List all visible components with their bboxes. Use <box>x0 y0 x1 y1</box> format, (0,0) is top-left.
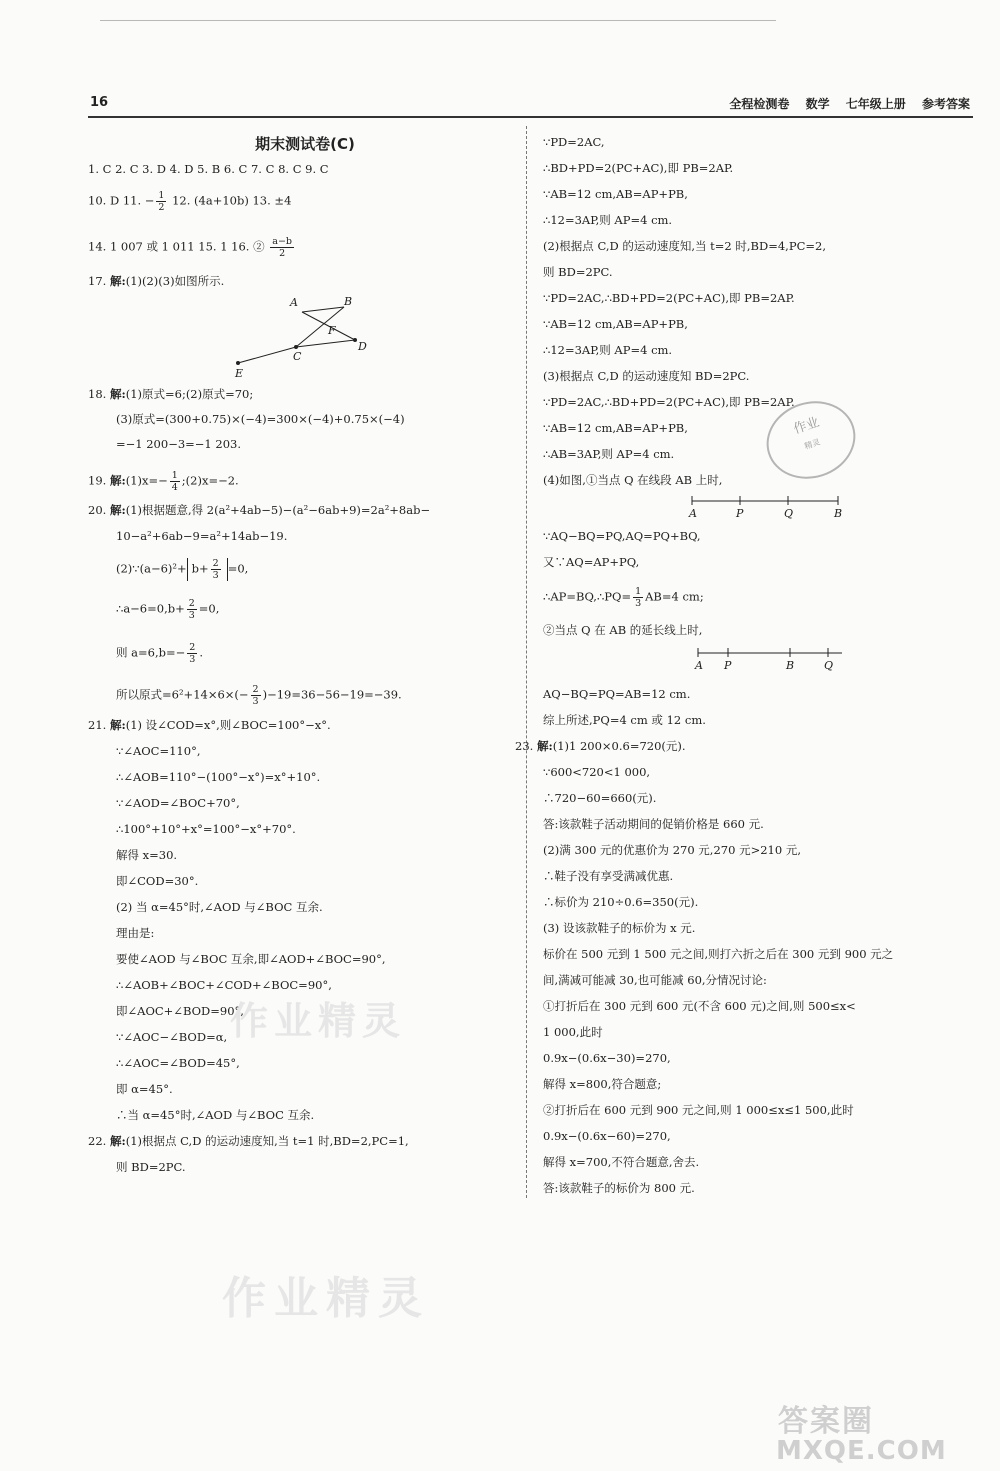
r-line-6: 则 BD=2PC. <box>543 265 613 279</box>
q19-line <box>88 470 239 493</box>
page-title: 期末测试卷(C) <box>255 135 355 153</box>
label-a: A <box>695 659 703 672</box>
r-line-7: ∵PD=2AC,∴BD+PD=2(PC+AC),即 PB=2AP. <box>543 291 795 305</box>
r-line-23: ∴720−60=660(元). <box>543 791 657 805</box>
q22-line-1 <box>88 1133 409 1149</box>
text: (1)根据题意,得 2(a²+4ab−5)−(a²−6ab+9)=2a²+8ab− <box>125 503 431 517</box>
text: b+ <box>191 561 209 576</box>
q-number: 19. <box>88 473 107 488</box>
q21-line-11: ∴∠AOB+∠BOC+∠COD+∠BOC=90°, <box>116 978 332 992</box>
frac-num: 1 <box>635 586 642 597</box>
answer-line-2 <box>88 190 291 213</box>
frac-den: 3 <box>188 610 195 621</box>
frac-num: 1 <box>158 190 165 201</box>
frac-num: a−b <box>272 236 292 247</box>
text: (1)(2)(3)如图所示. <box>125 274 225 288</box>
frac-den: 3 <box>635 598 642 609</box>
watermark-url: MXQE.COM <box>776 1436 947 1466</box>
r-line-16: 又∵AQ=AP+PQ, <box>543 555 640 569</box>
q21-line-7: 即∠COD=30°. <box>116 874 199 888</box>
segment-figure-2 <box>694 646 854 670</box>
text: (1)原式=6;(2)原式=70; <box>125 387 254 401</box>
solution-label: 解: <box>109 274 126 288</box>
text: )−19=36−56−19=−39. <box>262 687 402 702</box>
frac-den: 3 <box>252 696 259 707</box>
column-divider <box>526 126 527 1198</box>
text: 则 a=6,b=− <box>116 645 186 660</box>
frac-den: 3 <box>212 570 219 581</box>
solution-label: 解: <box>109 473 126 488</box>
q21-line-5: ∴100°+10°+x°=100°−x°+70°. <box>116 822 296 836</box>
q22-line-2: 则 BD=2PC. <box>116 1160 186 1174</box>
q21-line-9: 理由是: <box>116 926 155 940</box>
q18-line-1 <box>88 386 253 402</box>
frac-den: 2 <box>158 202 165 213</box>
text: 12. (4a+10b) 13. ±4 <box>168 193 292 208</box>
r-line-10: (3)根据点 C,D 的运动速度知 BD=2PC. <box>543 369 750 383</box>
frac-num: 2 <box>188 598 195 609</box>
r-line-17 <box>543 586 704 609</box>
label-b: B <box>834 507 843 520</box>
text: (1) 设∠COD=x°,则∠BOC=100°−x°. <box>125 718 331 732</box>
r-line-2: ∴BD+PD=2(PC+AC),即 PB=2AP. <box>543 161 734 175</box>
fraction <box>156 190 166 213</box>
q21-line-1 <box>88 717 331 733</box>
r-line-14: (4)如图,①当点 Q 在线段 AB 上时, <box>543 473 723 487</box>
frac-num: 1 <box>171 470 178 481</box>
fraction <box>187 598 197 621</box>
fraction <box>211 558 221 581</box>
label-e: E <box>235 367 244 380</box>
text: ∴AP=BQ,∴PQ= <box>543 589 632 604</box>
q21-line-16: ∴当 α=45°时,∠AOD 与∠BOC 互余. <box>116 1108 315 1122</box>
seg-ab <box>302 307 344 312</box>
r-line-9: ∴12=3AP,则 AP=4 cm. <box>543 343 673 357</box>
r-line-28: (3) 设该款鞋子的标价为 x 元. <box>543 921 696 935</box>
label-a: A <box>689 507 697 520</box>
q20-line-6 <box>116 684 402 707</box>
text: AB=4 cm; <box>645 589 704 604</box>
stamp-text-bottom: 精灵 <box>803 437 822 452</box>
text: =0, <box>227 561 249 576</box>
header-rule <box>88 116 973 118</box>
stamp-text-top: 作业 <box>791 415 822 438</box>
header-grade: 七年级上册 <box>845 97 906 111</box>
q21-line-6: 解得 x=30. <box>116 848 178 862</box>
q21-line-12: 即∠AOC+∠BOD=90°, <box>116 1004 244 1018</box>
frac-den: 4 <box>171 482 178 493</box>
q23-line-1 <box>515 738 686 754</box>
r-line-34: 解得 x=800,符合题意; <box>543 1077 662 1091</box>
r-line-37: 解得 x=700,不符合题意,舍去. <box>543 1155 700 1169</box>
top-rule <box>100 20 776 21</box>
segment-figure-1 <box>688 494 848 518</box>
label-a: A <box>290 296 298 309</box>
r-line-8: ∵AB=12 cm,AB=AP+PB, <box>543 317 688 331</box>
q21-line-4: ∵∠AOD=∠BOC+70°, <box>116 796 240 810</box>
r-line-26: ∴鞋子没有享受满减优惠. <box>543 869 674 883</box>
q20-line-2: 10−a²+6ab−9=a²+14ab−19. <box>116 529 288 543</box>
r-line-25: (2)满 300 元的优惠价为 270 元,270 元>210 元, <box>543 843 801 857</box>
q-number: 23. <box>515 739 534 753</box>
point-e <box>236 361 240 365</box>
q18-line-2: (3)原式=(300+0.75)×(−4)=300×(−4)+0.75×(−4) <box>116 412 405 426</box>
q20-line-3 <box>116 558 248 581</box>
text: 10. D 11. − <box>88 193 155 208</box>
label-p: P <box>724 659 732 672</box>
r-line-15: ∵AQ−BQ=PQ,AQ=PQ+BQ, <box>543 529 701 543</box>
fraction <box>270 236 294 259</box>
watermark-logo: 答案圈 <box>778 1404 874 1439</box>
q18-line-3: =−1 200−3=−1 203. <box>116 437 241 451</box>
fraction <box>251 684 261 707</box>
label-b: B <box>786 659 795 672</box>
answer-line-3 <box>88 236 296 259</box>
text: (1)x=− <box>125 473 168 488</box>
r-line-22: ∵600<720<1 000, <box>543 765 651 779</box>
header-section: 参考答案 <box>921 97 970 111</box>
label-f: F <box>328 324 336 337</box>
r-line-30: 间,满减可能减 30,也可能减 60,分情况讨论: <box>543 973 767 987</box>
r-line-18: ②当点 Q 在 AB 的延长线上时, <box>543 623 703 637</box>
q17-figure <box>220 290 380 380</box>
q17-line <box>88 273 224 289</box>
text: ∴a−6=0,b+ <box>116 601 185 616</box>
text: 14. 1 007 或 1 011 15. 1 16. ② <box>88 239 265 254</box>
solution-label: 解: <box>109 718 126 732</box>
q-number: 18. <box>88 387 107 401</box>
q21-line-15: 即 α=45°. <box>116 1082 173 1096</box>
label-q: Q <box>784 507 794 520</box>
r-line-27: ∴标价为 210÷0.6=350(元). <box>543 895 699 909</box>
text: (1)根据点 C,D 的运动速度知,当 t=1 时,BD=2,PC=1, <box>125 1134 409 1148</box>
fraction <box>633 586 643 609</box>
absolute-value <box>187 558 228 581</box>
frac-den: 3 <box>189 654 196 665</box>
q-number: 21. <box>88 718 107 732</box>
q-number: 22. <box>88 1134 107 1148</box>
r-line-5: (2)根据点 C,D 的运动速度知,当 t=2 时,BD=4,PC=2, <box>543 239 826 253</box>
seg-ec <box>238 347 296 363</box>
answer-line-1: 1. C 2. C 3. D 4. D 5. B 6. C 7. C 8. C 9. C <box>88 162 329 176</box>
header-subject: 数学 <box>805 97 830 111</box>
fraction <box>170 470 180 493</box>
r-line-24: 答:该款鞋子活动期间的促销价格是 660 元. <box>543 817 764 831</box>
r-line-32: 1 000,此时 <box>543 1025 603 1039</box>
solution-label: 解: <box>109 503 126 517</box>
watermark-2: 作业精灵 <box>222 1273 430 1324</box>
r-line-29: 标价在 500 元到 1 500 元之间,则打六折之后在 300 元到 900 元之 <box>543 947 894 961</box>
text: . <box>199 645 203 660</box>
text: =0, <box>198 601 220 616</box>
solution-label: 解: <box>536 739 553 753</box>
frac-num: 2 <box>189 642 196 653</box>
point-c <box>294 345 298 349</box>
point-d <box>353 338 357 342</box>
seg-cd <box>296 340 355 347</box>
r-line-3: ∵AB=12 cm,AB=AP+PB, <box>543 187 688 201</box>
text: (2)∵(a−6)²+ <box>116 561 187 576</box>
r-line-33: 0.9x−(0.6x−30)=270, <box>543 1051 671 1065</box>
q21-line-8: (2) 当 α=45°时,∠AOD 与∠BOC 互余. <box>116 900 323 914</box>
r-line-13: ∴AB=3AP,则 AP=4 cm. <box>543 447 675 461</box>
r-line-35: ②打折后在 600 元到 900 元之间,则 1 000≤x≤1 500,此时 <box>543 1103 854 1117</box>
r-line-20: 综上所述,PQ=4 cm 或 12 cm. <box>543 713 706 727</box>
q-number: 17. <box>88 274 107 288</box>
r-line-11: ∵PD=2AC,∴BD+PD=2(PC+AC),即 PB=2AP. <box>543 395 795 409</box>
q21-line-3: ∴∠AOB=110°−(100°−x°)=x°+10°. <box>116 770 321 784</box>
r-line-4: ∴12=3AP,则 AP=4 cm. <box>543 213 673 227</box>
q21-line-10: 要使∠AOD 与∠BOC 互余,即∠AOD+∠BOC=90°, <box>116 952 386 966</box>
q21-line-14: ∴∠AOC=∠BOD=45°, <box>116 1056 240 1070</box>
text: 所以原式=6²+14×6×(− <box>116 687 249 702</box>
label-d: D <box>358 340 367 353</box>
page-number: 16 <box>90 95 109 110</box>
r-line-36: 0.9x−(0.6x−60)=270, <box>543 1129 671 1143</box>
r-line-38: 答:该款鞋子的标价为 800 元. <box>543 1181 695 1195</box>
r-line-19: AQ−BQ=PQ=AB=12 cm. <box>543 687 691 701</box>
fraction <box>187 642 197 665</box>
q-number: 20. <box>88 503 107 517</box>
frac-num: 2 <box>212 558 219 569</box>
header-series: 全程检测卷 <box>729 97 790 111</box>
frac-num: 2 <box>252 684 259 695</box>
label-b: B <box>344 295 353 308</box>
solution-label: 解: <box>109 1134 126 1148</box>
frac-den: 2 <box>279 248 286 259</box>
q20-line-4 <box>116 598 219 621</box>
label-q: Q <box>824 659 834 672</box>
r-line-1: ∵PD=2AC, <box>543 135 605 149</box>
watermark-1: 作业精灵 <box>230 999 407 1043</box>
text: (1)1 200×0.6=720(元). <box>552 739 686 753</box>
label-p: P <box>736 507 744 520</box>
q21-line-13: ∵∠AOC−∠BOD=α, <box>116 1030 228 1044</box>
running-header <box>717 95 970 112</box>
solution-label: 解: <box>109 387 126 401</box>
r-line-12: ∵AB=12 cm,AB=AP+PB, <box>543 421 688 435</box>
q21-line-2: ∵∠AOC=110°, <box>116 744 201 758</box>
label-c: C <box>293 350 302 363</box>
text: ;(2)x=−2. <box>181 473 239 488</box>
r-line-31: ①打折后在 300 元到 600 元(不含 600 元)之间,则 500≤x< <box>543 999 856 1013</box>
q20-line-1 <box>88 502 430 518</box>
q20-line-5 <box>116 642 203 665</box>
